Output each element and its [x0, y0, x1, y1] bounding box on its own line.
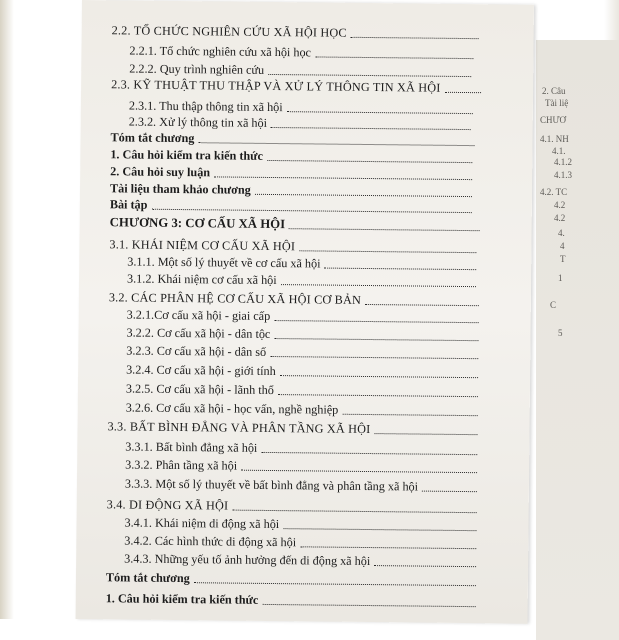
toc-entry-title: 1. Câu hỏi kiểm tra kiến thức: [106, 590, 259, 608]
facing-page-text: 1: [558, 273, 563, 283]
toc-entry-title: 3.2.5. Cơ cấu xã hội - lãnh thổ: [126, 380, 274, 398]
leader-dots: [194, 582, 476, 586]
toc-entry-title: 3.2.4. Cơ cấu xã hội - giới tính: [126, 361, 276, 379]
leader-dots: [262, 604, 475, 607]
toc-entry: [126, 380, 496, 400]
leader-dots: [342, 414, 477, 416]
leader-dots: [267, 160, 472, 163]
facing-page-text: 5: [558, 328, 563, 338]
toc-entry: [111, 76, 499, 96]
leader-dots: [324, 268, 476, 271]
toc-entry-title: CHƯƠNG 3: CƠ CẤU XÃ HỘI: [110, 214, 286, 232]
leader-dots: [300, 546, 476, 549]
toc-entry: [125, 475, 495, 495]
toc-entry-title: 3.2. CÁC PHÂN HỆ CƠ CẤU XÃ HỘI CƠ BẢN: [109, 289, 361, 308]
toc-entry-title: 2.2.1. Tổ chức nghiên cứu xã hội học: [129, 43, 311, 61]
leader-dots: [255, 194, 472, 197]
toc-entry-title: 2.3. KỸ THUẬT THU THẬP VÀ XỬ LÝ THÔNG TIN XÃ HỘI: [111, 76, 441, 95]
toc-entry: [107, 496, 495, 516]
leader-dots: [268, 74, 471, 77]
toc-entry-title: Tóm tắt chương: [110, 129, 194, 146]
leader-dots: [351, 37, 479, 39]
leader-dots: [232, 510, 476, 514]
toc-entry: [112, 22, 497, 42]
toc-entry-title: Bài tập: [110, 196, 148, 212]
toc-entry-title: 3.3.3. Một số lý thuyết về bất bình đẳng và phân tầng xã hội: [125, 475, 418, 494]
toc-entry: [129, 43, 491, 63]
facing-page-text: 4.2: [554, 200, 565, 210]
toc-entry: [124, 532, 494, 552]
toc-entry-title: 3.1. KHÁI NIỆM CƠ CẤU XÃ HỘI: [109, 236, 295, 254]
leader-dots: [287, 111, 473, 114]
toc-entry-title: 3.2.6. Cơ cấu xã hội - học vấn, nghề nghiệp: [126, 399, 339, 417]
facing-page-text: 4.2. TC: [540, 187, 567, 197]
toc-entry: [110, 214, 498, 234]
toc-entry-title: 2.3.2. Xử lý thông tin xã hội: [129, 113, 267, 130]
toc-entry: [127, 270, 494, 290]
leader-dots: [274, 338, 478, 341]
toc-entry: [125, 456, 495, 476]
leader-dots: [445, 92, 482, 93]
toc-entry: [106, 569, 494, 589]
leader-dots: [283, 528, 476, 531]
toc-entry: [125, 438, 495, 458]
toc-entry-title: 3.1.2. Khái niệm cơ cấu xã hội: [127, 270, 277, 288]
toc-entry: [126, 399, 496, 419]
leader-dots: [278, 394, 478, 397]
facing-page-text: Tài liệ: [545, 98, 568, 108]
toc-entry: [124, 514, 494, 534]
leader-dots: [374, 565, 476, 567]
toc-entry-title: 3.3.1. Bất bình đẳng xã hội: [125, 438, 257, 455]
leader-dots: [271, 127, 471, 130]
facing-page-text: 4.1.: [552, 146, 566, 156]
toc-entry-title: 3.2.2. Cơ cấu xã hội - dân tộc: [126, 324, 270, 342]
toc-entry-title: 3.4.3. Những yếu tố ảnh hưởng đến di động xã hội: [124, 550, 370, 569]
toc-entry: [106, 590, 494, 610]
toc-entry: [107, 418, 495, 438]
leader-dots: [241, 470, 477, 473]
toc-entry-title: 3.3. BẤT BÌNH ĐẲNG VÀ PHÂN TẦNG XÃ HỘI: [107, 418, 370, 437]
toc-entry-title: 3.4. DI ĐỘNG XÃ HỘI: [107, 496, 229, 513]
facing-page-text: 4.1.3: [554, 170, 572, 180]
toc-entry-title: 2.3.1. Thu thập thông tin xã hội: [129, 97, 283, 115]
toc-entry: [126, 361, 496, 381]
leader-dots: [280, 375, 478, 378]
toc-page: [76, 0, 534, 624]
facing-page-text: T: [560, 254, 566, 264]
leader-dots: [281, 284, 476, 287]
leader-dots: [289, 228, 480, 231]
leader-dots: [261, 452, 477, 455]
toc-entry-title: 2.2.2. Quy trình nghiên cứu: [129, 60, 264, 77]
toc-entry-title: Tài liệu tham khảo chương: [110, 180, 251, 197]
facing-page: [536, 40, 619, 640]
leader-dots: [270, 356, 478, 359]
toc-entry-title: 3.4.2. Các hình thức di động xã hội: [124, 532, 296, 550]
facing-page-text: 4.1.2: [554, 157, 572, 167]
toc-entry-title: Tóm tắt chương: [106, 569, 190, 586]
leader-dots: [214, 176, 472, 180]
toc-entry: [126, 324, 496, 344]
toc-entry-title: 3.4.1. Khái niệm di động xã hội: [124, 514, 279, 532]
facing-page-text: C: [550, 300, 556, 310]
leader-dots: [315, 56, 473, 59]
facing-page-text: 4.1. NH: [540, 134, 569, 144]
leader-dots: [274, 320, 478, 323]
toc-entry-title: 3.2.3. Cơ cấu xã hội - dân số: [126, 342, 266, 359]
facing-page-text: 4.2: [554, 213, 565, 223]
toc-entry-title: 2.2. TỔ CHỨC NGHIÊN CỨU XÃ HỘI HỌC: [112, 22, 347, 40]
toc-entry-title: 1. Câu hỏi kiểm tra kiến thức: [110, 146, 263, 164]
leader-dots: [198, 142, 474, 146]
leader-dots: [365, 304, 479, 306]
facing-page-text: 4.: [558, 228, 565, 238]
toc-entry: [124, 550, 494, 570]
leader-dots: [374, 433, 477, 435]
toc-entry: [126, 342, 496, 362]
facing-page-text: 2. Câu: [542, 86, 566, 96]
leader-dots: [151, 209, 471, 213]
toc-entry-title: 3.3.2. Phân tầng xã hội: [125, 456, 237, 473]
toc-entry: [110, 196, 490, 216]
toc-entry-title: 3.1.1. Một số lý thuyết về cơ cấu xã hội: [127, 253, 320, 271]
toc-entry-title: 3.2.1.Cơ cấu xã hội - giai cấp: [127, 306, 271, 324]
leader-dots: [422, 491, 477, 493]
facing-page-text: 4: [560, 241, 565, 251]
facing-page-text: CHƯƠ: [540, 115, 566, 125]
toc-entry: [127, 306, 497, 326]
leader-dots: [299, 250, 476, 253]
toc-entry-title: 2. Câu hỏi suy luận: [110, 163, 210, 180]
